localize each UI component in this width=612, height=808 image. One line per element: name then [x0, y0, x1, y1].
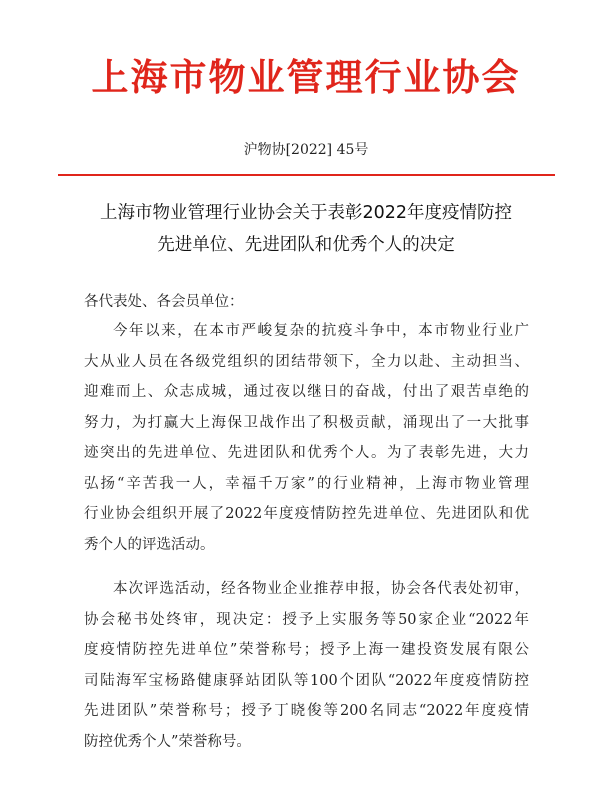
red-divider-line: [58, 174, 555, 176]
title-line: 上海市物业管理行业协会关于表彰2022年度疫情防控: [99, 203, 513, 223]
organization-masthead: 上海市物业管理行业协会: [91, 56, 521, 99]
document-title: [60, 197, 552, 261]
paragraph-line: 防控优秀个人”荣誉称号。: [84, 733, 251, 750]
paragraph-line: 努力，为打赢大上海保卫战作出了积极贡献，涌现出了一大批事: [84, 414, 529, 431]
paragraph-line: 先进团队”荣誉称号；授予丁晓俊等200名同志“2022年度疫情: [84, 703, 529, 719]
paragraph-line: 行业协会组织开展了2022年度疫情防控先进单位、先进团队和优: [84, 506, 529, 522]
paragraph-1: [84, 316, 529, 560]
paragraph-line: 迎难而上、众志成城，通过夜以继日的奋战，付出了艰苦卓绝的: [84, 384, 529, 400]
paragraph-line: 本次评选活动，经各物业企业推荐申报，协会各代表处初审，: [113, 581, 529, 597]
paragraph-line: 司陆海军宝杨路健康驿站团队等100个团队“2022年度疫情防控: [84, 672, 529, 689]
paragraph-line: 度疫情防控先进单位”荣誉称号；授予上海一建投资发展有限公: [84, 642, 529, 658]
document-number: 沪物协[2022] 45号: [243, 142, 369, 158]
paragraph-line: 今年以来，在本市严峻复杂的抗疫斗争中，本市物业行业广: [113, 323, 529, 339]
paragraph-line: 迹突出的先进单位、先进团队和优秀个人。为了表彰先进，大力: [84, 445, 529, 461]
paragraph-2: [84, 574, 529, 757]
paragraph-line: 秀个人的评选活动。: [84, 536, 215, 553]
salutation: 各代表处、各会员单位：: [84, 294, 244, 310]
paragraph-line: 弘扬“辛苦我一人，幸福千万家”的行业精神，上海市物业管理: [84, 475, 529, 492]
paragraph-line: 协会秘书处终审，现决定：授予上实服务等50家企业“2022年: [84, 611, 529, 628]
title-line: 先进单位、先进团队和优秀个人的决定: [157, 235, 455, 255]
paragraph-line: 大从业人员在各级党组织的团结带领下，全力以赴、主动担当、: [84, 353, 529, 370]
